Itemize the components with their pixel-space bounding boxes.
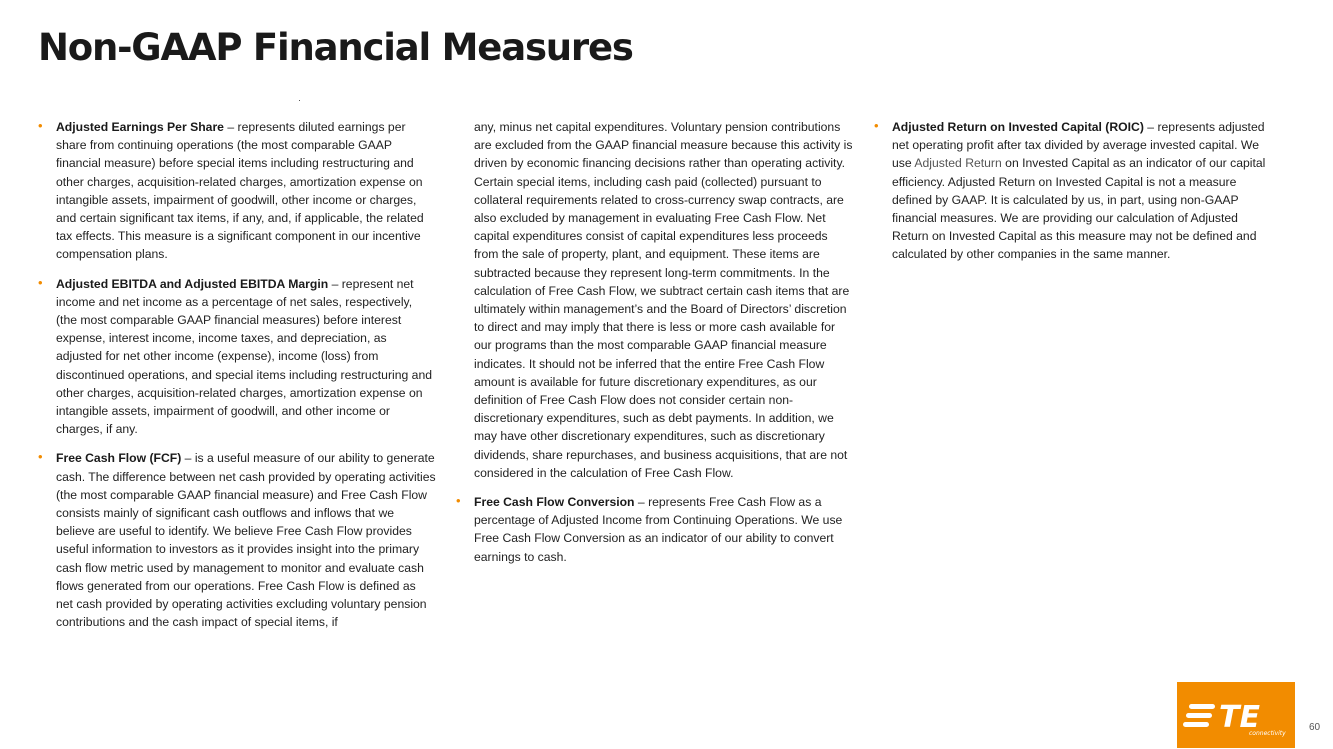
definition-free-cash-flow: – is a useful measure of our ability to generate cash. The difference between net cash provided by operating activities (the most comparable GAAP financial measure) and Free Cash Flow consists mainly of significant cash outflows and inflows that we believe are useful to identify. We believe Free Cash Flow provides useful information to investors as it provides insight into the primary cash flow metric used by management to monitor and evaluate cash flows generated from our operations. Free Cash Flow is defined as net cash provided by operating activities excluding voluntary pension contributions and the cash impact of special items, if bbox=[56, 451, 436, 630]
te-connectivity-logo bbox=[1177, 682, 1295, 748]
decorative-dot bbox=[299, 100, 300, 101]
definition-adjusted-eps: – represents diluted earnings per share from continuing operations (the most comparable GAAP financial measure) before special items including restructuring and other charges, acquisition-related charges, amortization expense on intangible assets, impairment of goodwill, other income or charges, and certain significant tax items, if any, and, if applicable, the related tax effects. This measure is a significant component in our incentive compensation plans. bbox=[56, 120, 424, 262]
definition-adjusted-ebitda: – represent net income and net income as a percentage of net sales, respectively, (the most comparable GAAP financial measures) before interest expense, interest income, income taxes, and depreciation, as adjusted for net other income (expense), income (loss) from discontinued operations, and special items including restructuring and other charges, acquisition-related charges, amortization expense on intangible assets, impairment of goodwill, and other income or charges, if any. bbox=[56, 276, 433, 437]
bullet-icon: • bbox=[874, 118, 879, 133]
bullet-icon: • bbox=[456, 493, 461, 509]
term-adjusted-eps: Adjusted Earnings Per Share bbox=[56, 120, 224, 134]
page-title: Non-GAAP Financial Measures bbox=[38, 26, 633, 69]
logo-tagline: connectivity bbox=[1249, 730, 1286, 737]
definition-adjusted-roic-part1: – represents adjusted net operating profit after tax divided by average invested capital. We use bbox=[892, 120, 1265, 171]
logo-letters: TE bbox=[1219, 700, 1260, 735]
term-adjusted-roic: Adjusted Return on Invested Capital (ROIC) bbox=[892, 120, 1144, 134]
page-number: 60 bbox=[1309, 722, 1321, 733]
definition-adjusted-roic-part2: on Invested Capital as an indicator of our capital efficiency. Adjusted Return on Invested Capital is not a measure defined by GAAP. It is calculated by us, in part, using non-GAAP financial measures. We are providing our calculation of Adjusted Return on Invested Capital as this measure may not be defined and calculated by other companies in the same manner. bbox=[892, 156, 1266, 262]
highlighted-phrase: Adjusted Return bbox=[914, 156, 1002, 171]
bullet-item-free-cash-flow bbox=[38, 449, 436, 631]
bullet-icon: • bbox=[38, 449, 43, 465]
middle-column bbox=[456, 118, 854, 577]
te-logo-graphic bbox=[1177, 682, 1295, 748]
term-adjusted-ebitda: Adjusted EBITDA and Adjusted EBITDA Margin bbox=[56, 276, 329, 291]
bullet-item-adjusted-eps bbox=[38, 118, 436, 264]
bullet-item-adjusted-ebitda bbox=[38, 275, 436, 439]
term-free-cash-flow: Free Cash Flow (FCF) bbox=[56, 451, 182, 466]
bullet-item-adjusted-roic bbox=[874, 118, 1268, 264]
left-column bbox=[38, 118, 436, 642]
bullet-icon: • bbox=[38, 274, 43, 290]
bullet-icon: • bbox=[38, 118, 43, 133]
term-fcf-conversion: Free Cash Flow Conversion bbox=[474, 495, 635, 510]
right-column bbox=[874, 118, 1268, 275]
definition-fcf-conversion: – represents Free Cash Flow as a percentage of Adjusted Income from Continuing Operations. We use Free Cash Flow Conversion as an indicator of our ability to convert earnings to cash. bbox=[474, 495, 843, 564]
bullet-item-fcf-conversion bbox=[456, 493, 854, 566]
free-cash-flow-continuation: any, minus net capital expenditures. Voluntary pension contributions are excluded from the GAAP financial measure because this activity is driven by economic financing decisions rather than operating activity. Certain special items, including cash paid (collected) pursuant to collateral requirements related to cross-currency swap contracts, are also excluded by management in evaluating Free Cash Flow. Net capital expenditures consist of capital expenditures less proceeds from the sale of property, plant, and equipment. These items are subtracted because they represent long-term commitments. In the calculation of Free Cash Flow, we subtract certain cash items that are ultimately within management’s and the Board of Directors’ discretion to direct and may imply that there is less or more cash available for our programs than the most comparable GAAP financial measure indicates. It should not be inferred that the entire Free Cash Flow amount is available for future discretionary expenditures, as our definition of Free Cash Flow does not consider certain non-discretionary expenditures, such as debt payments. In addition, we may have other discretionary expenditures, such as discretionary dividends, share repurchases, and business acquisitions, that are not considered in the calculation of Free Cash Flow. bbox=[474, 120, 853, 480]
